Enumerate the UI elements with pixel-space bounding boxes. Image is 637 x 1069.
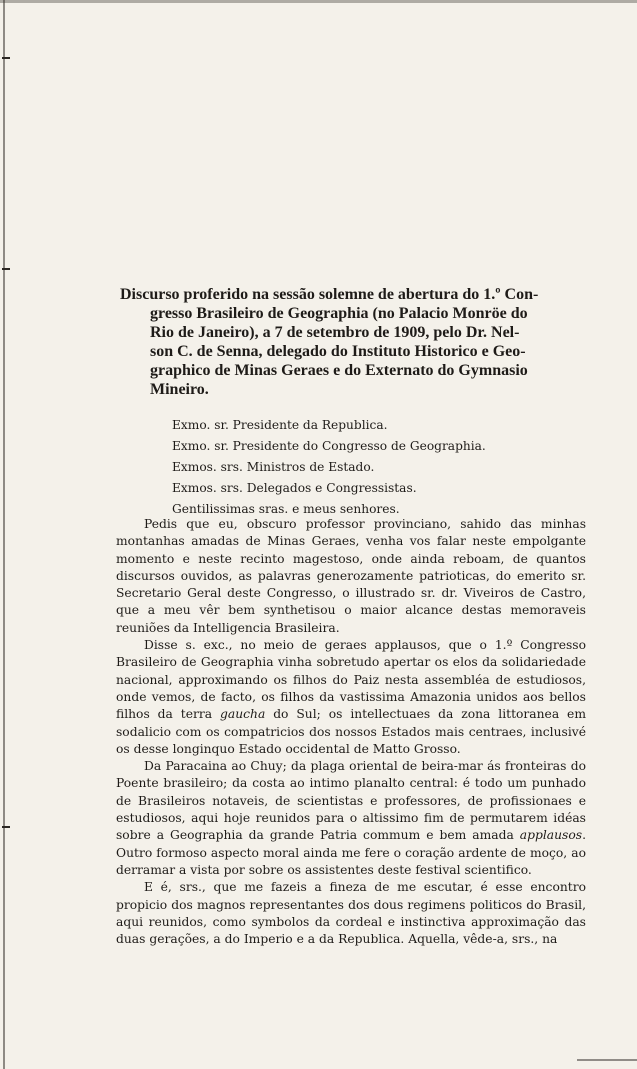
- paragraph-text: . Outro formoso aspecto moral ainda me fere o coração ardente de moço, ao derramar a vista por sobre os assistentes deste festival scientifico.: [116, 828, 586, 877]
- speech-heading: [120, 285, 590, 399]
- paragraph-text: Da Paracaina ao Chuy; da plaga oriental de beira-mar ás fronteiras do Poente brasileiro; da costa ao intimo planalto central: é todo um punhado de Brasileiros notaveis, de scientistas e professores, de profissionaes e estudiosos, aqui hoje reunidos para o altissimo fim de permutarem idéas sobre a Geographia da grande Patria commum e bem amada: [116, 759, 586, 843]
- heading-line: Discurso proferido na sessão solemne de abertura do 1.º Con-: [120, 286, 539, 303]
- salutation-line: Gentilissimas sras. e meus senhores.: [172, 502, 400, 516]
- salutation-line: Exmos. srs. Ministros de Estado.: [172, 460, 375, 474]
- salutation-list: [172, 415, 592, 520]
- paragraph: [116, 758, 586, 879]
- italic-word: gaucha: [220, 707, 266, 722]
- bottom-edge-rule: [577, 1059, 637, 1061]
- salutation-line: Exmo. sr. Presidente do Congresso de Geographia.: [172, 439, 486, 453]
- binding-mark: [2, 57, 10, 59]
- left-binding-edge: [3, 0, 5, 1069]
- paragraph: E é, srs., que me fazeis a fineza de me escutar, é esse encontro propicio dos magnos representantes dos dous regimens politicos do Brasil, aqui reunidos, como symbolos da cordeal e instinctiva approximação das duas gerações, a do Imperio e a da Republica. Aquella, vêde-a, srs., na: [116, 880, 586, 947]
- heading-line: Mineiro.: [150, 381, 209, 398]
- salutation-line: Exmos. srs. Delegados e Congressistas.: [172, 481, 417, 495]
- top-edge-rule: [0, 0, 637, 3]
- binding-mark: [2, 826, 10, 828]
- paragraph-text: do Sul; os intellectuaes da zona littoranea em sodalicio com os compatricios dos nossos Estados mais centraes, inclusivé os desse longinquo Estado occidental de Matto Grosso.: [116, 707, 586, 756]
- heading-line: Rio de Janeiro), a 7 de setembro de 1909, pelo Dr. Nel-: [150, 324, 520, 341]
- heading-line: son C. de Senna, delegado do Instituto Historico e Geo-: [150, 343, 526, 360]
- heading-line: gresso Brasileiro de Geographia (no Palacio Monröe do: [150, 305, 528, 322]
- heading-line: graphico de Minas Geraes e do Externato do Gymnasio: [150, 362, 528, 379]
- paragraph-text: Disse s. exc., no meio de geraes applausos, que o 1.º Congresso Brasileiro de Geographia vinha sobretudo apertar os elos da solidariedade nacional, approximando os filhos do Paiz nesta assembléa de estudiosos, onde vemos, de facto, os filhos da vastissima Amazonia unidos aos bellos filhos da terra: [116, 638, 586, 722]
- paragraph: Pedis que eu, obscuro professor provinciano, sahido das minhas montanhas amadas de Minas Geraes, venha vos falar neste empolgante momento e neste recinto magestoso, onde ainda reboam, de quantos discursos ouvidos, as palavras generozamente patrioticas, do emerito sr. Secretario Geral deste Congresso, o illustrado sr. dr. Viveiros de Castro, que a meu vêr bem synthetisou o maior alcance destas memoraveis reuniões da Intelligencia Brasileira.: [116, 517, 586, 635]
- salutation-line: Exmo. sr. Presidente da Republica.: [172, 418, 388, 432]
- paragraph: [116, 637, 586, 758]
- speech-body: [116, 516, 586, 948]
- italic-word: applausos: [519, 828, 583, 843]
- binding-mark: [2, 268, 10, 270]
